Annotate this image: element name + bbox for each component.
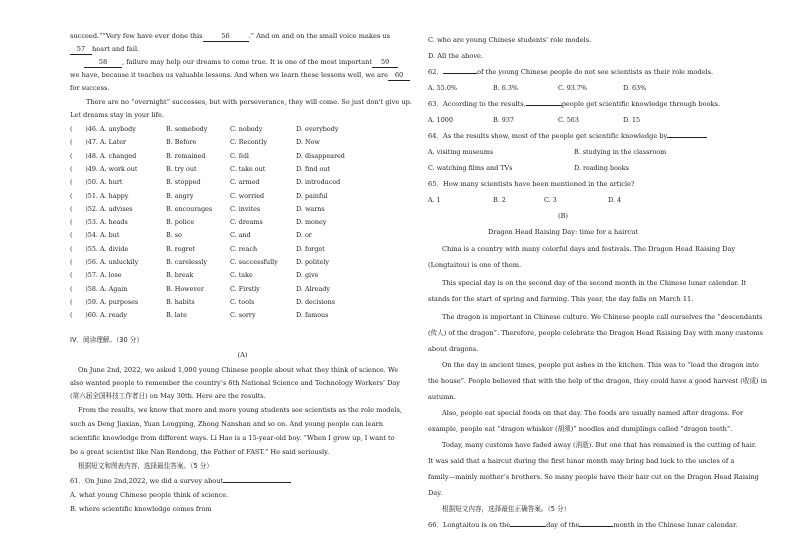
- answer-blank: [526, 105, 562, 106]
- option-d: D. politely: [296, 258, 329, 266]
- option-b: B. late: [166, 311, 187, 320]
- option-c: C. take: [230, 271, 253, 280]
- passage-line: China is a country with many colorful days and festivals. The Dragon Head Raising Day: [442, 245, 736, 253]
- option-a: ( )57. A. lose: [70, 271, 122, 280]
- option-c: C. sorry: [230, 311, 256, 320]
- text: of the young Chinese people do not see scientists as their role models.: [476, 68, 714, 76]
- option: D. 15: [623, 116, 641, 124]
- option-c: C. fell: [230, 151, 249, 160]
- passage-line: (传人) of the dragon”. Therefore, people celebrate the Dragon Head Raising Day with many customs: [428, 329, 763, 337]
- text: succeed.“”Very few have ever done this: [70, 32, 203, 40]
- passage-line: (Longtaitou) is one of them.: [428, 261, 522, 269]
- option: C. 563: [558, 116, 579, 124]
- passage-line: the house”. People believed that with the help of the dragon, they could have a good harvest (收成) in: [428, 377, 768, 385]
- text: heart and fail.: [92, 45, 140, 53]
- option: B. 937: [493, 116, 514, 124]
- blank-57: 57: [70, 45, 92, 55]
- text: 63．According to the results,: [428, 100, 526, 108]
- option-d: D. or: [296, 231, 312, 240]
- section-heading: IV．阅读理解。（30 分）: [70, 336, 143, 344]
- option: C. who are young Chinese students' role models.: [428, 36, 592, 44]
- option-a: ( )55. A. divide: [70, 244, 129, 253]
- option-a: ( )59. A. purposes: [70, 297, 139, 306]
- text: month in the Chinese lunar calendar.: [613, 521, 738, 529]
- option: A. what young Chinese people think of science.: [70, 491, 229, 499]
- passage-line: such as Deng Jiaxian, Yuan Longping, Zhong Nanshan and so on. And young people can learn: [70, 420, 383, 428]
- option-c: C. and: [230, 231, 251, 240]
- instruction: 根据短文和图表内容，选择最佳答案。（5 分）: [78, 462, 213, 470]
- option-b: B. stopped: [166, 178, 201, 187]
- option: A. 1: [428, 196, 441, 204]
- option: C. 93.7%: [558, 84, 588, 92]
- instruction: 根据短文内容，选择最佳正确答案。（5 分）: [442, 505, 571, 513]
- option: D. All the above.: [428, 52, 484, 60]
- option: C. 3: [544, 196, 557, 204]
- text: , failure may help our dreams to come true. It is one of the most important: [122, 58, 373, 66]
- cloze-line: [70, 45, 139, 55]
- option-b: B. angry: [166, 191, 194, 200]
- passage-line: Also, people eat special foods on that day. The foods are usually named after dragons. For: [442, 409, 744, 417]
- question-65: 65．How many scientists have been mentioned in the article?: [428, 180, 635, 188]
- passage-b-title: Dragon Head Raising Day: time for a haircut: [488, 228, 638, 236]
- option-c: C. tools: [230, 297, 255, 306]
- text: we have, because it teaches us valuable lessons. And when we learn these lessons well, we are: [70, 71, 389, 79]
- option-a: ( )56. A. unluckily: [70, 258, 139, 266]
- blank-56: 56: [203, 32, 249, 42]
- option-d: D. disappeared: [296, 151, 345, 160]
- answer-blank: [510, 526, 546, 527]
- option-a: ( )53. A. heads: [70, 218, 128, 227]
- answer-blank: [443, 73, 477, 74]
- option-a: ( )49. A. work out: [70, 164, 138, 173]
- passage-line: example, people eat “dragon whisker (胡须)” noodles and dumplings called “dragon teeth”.: [428, 425, 733, 433]
- option-d: D. everybody: [296, 125, 339, 133]
- option: D. reading books: [574, 164, 629, 172]
- text: 62．: [428, 68, 443, 76]
- option-c: C. dreams: [230, 218, 263, 227]
- option: B. studying in the classroom: [574, 148, 667, 156]
- blank-60: 60: [388, 71, 410, 81]
- option: A. 1000: [428, 116, 453, 124]
- passage-line: (第六届全国科技工作者日) on May 30th. Here are the results.: [70, 392, 266, 400]
- passage-line: also wanted people to remember the country’s 6th National Science and Technology Workers’ Day: [70, 379, 401, 387]
- passage-b-label: (B): [558, 212, 568, 220]
- option-a: ( )46. A. anybody: [70, 125, 136, 133]
- option-a: ( )48. A. changed: [70, 151, 137, 160]
- option: A. 55.0%: [428, 84, 457, 92]
- option-d: D. find out: [296, 164, 330, 173]
- passage-line: It was said that a haircut during the first lunar month may bring bad luck to the uncles of a: [428, 457, 735, 465]
- option-d: D. painful: [296, 191, 328, 200]
- option-a: ( )47. A. Later: [70, 138, 127, 147]
- option: A. visiting museums: [428, 148, 494, 156]
- text: .” And on and on the small voice makes us: [248, 32, 390, 40]
- cloze-line: [70, 71, 410, 81]
- option-d: D. decisions: [296, 297, 336, 306]
- option: B. 2: [493, 196, 506, 204]
- passage-line: This special day is on the second day of the second month in the Chinese lunar calendar. It: [442, 279, 747, 287]
- option-b: B. However: [166, 284, 204, 293]
- question-61: [70, 477, 291, 486]
- passage-line: The dragon is important in Chinese culture. We Chinese people call ourselves the “descendants: [442, 313, 763, 321]
- option-d: D. famous: [296, 311, 329, 320]
- text: 64．As the results show, most of the people get scientific knowledge by: [428, 132, 668, 140]
- passage-line: stands for the start of spring and farming. This year, the day falls on March 11.: [428, 295, 694, 303]
- passage-line: On June 2nd, 2022, we asked 1,000 young Chinese people about what they think of science. We: [78, 366, 399, 374]
- blank-59: 59: [372, 58, 398, 68]
- option-b: B. so: [166, 231, 182, 240]
- question-62: [428, 68, 713, 77]
- option-c: C. worried: [230, 191, 265, 200]
- passage-line: family—mainly mother’s brothers. So many people have their hair cut on the Dragon Head Raising: [428, 473, 759, 481]
- option-c: C. Recently: [230, 138, 268, 147]
- option-a: ( )50. A. hurt: [70, 178, 123, 187]
- option-b: B. police: [166, 218, 195, 227]
- answer-blank: [223, 482, 291, 483]
- option-d: D. warns: [296, 204, 325, 213]
- text: 66．Longtaitou is on the: [428, 521, 511, 529]
- text: people get scientific knowledge through books.: [561, 100, 721, 108]
- blank-58: 58: [84, 58, 122, 68]
- option-b: B. Before: [166, 138, 197, 147]
- answer-blank: [667, 137, 707, 138]
- text: day of the: [546, 521, 580, 529]
- option-b: B. habits: [166, 297, 195, 306]
- option-b: B. somebody: [166, 125, 208, 133]
- option-c: C. nobody: [230, 125, 263, 133]
- option: D. 63%: [623, 84, 647, 92]
- cloze-line: [70, 32, 390, 42]
- option-b: B. carelessly: [166, 258, 208, 266]
- option-c: C. armed: [230, 178, 260, 187]
- question-64: [428, 132, 707, 141]
- option: D. 4: [608, 196, 622, 204]
- option-c: C. take out: [230, 164, 266, 173]
- answer-blank: [579, 526, 613, 527]
- passage-line: autumn.: [428, 393, 456, 401]
- option-d: D. forget: [296, 244, 325, 253]
- passage-line: Day.: [428, 489, 443, 497]
- passage-line: be a great scientist like Nan Rendong, the Father of FAST.” He said seriously.: [70, 448, 330, 456]
- cloze-line: for success.: [70, 84, 110, 92]
- option-b: B. try out: [166, 164, 197, 173]
- option-c: C. Firstly: [230, 284, 260, 293]
- passage-line: From the results, we know that more and more young students see scientists as the role models,: [78, 406, 403, 414]
- option: C. watching films and TVs: [428, 164, 513, 172]
- cloze-line: There are no “overnight” successes, but with perseverance, they will come. So just don't give up.: [86, 98, 412, 106]
- option-a: ( )60. A. ready: [70, 311, 127, 320]
- cloze-line: Let dreams stay in your life.: [70, 111, 165, 119]
- option-a: ( )54. A. but: [70, 231, 120, 240]
- option-c: C. reach: [230, 244, 258, 253]
- option-d: D. Now: [296, 138, 320, 147]
- option: B. where scientific knowledge comes from: [70, 505, 212, 513]
- option-b: B. remained: [166, 151, 206, 160]
- option-c: C. successfully: [230, 258, 278, 266]
- passage-line: Today, many customs have faded away (消逝). But one that has remained is the cutting of hair.: [442, 441, 757, 449]
- passage-line: scientific knowledge from different ways. Li Hao is a 15-year-old boy. “When I grow up, I want to: [70, 434, 395, 442]
- option: B. 6.3%: [493, 84, 518, 92]
- option-b: B. break: [166, 271, 194, 280]
- cloze-line: [84, 58, 398, 68]
- passage-line: On the day in ancient times, people put ashes in the kitchen. This was to “lead the dragon into: [442, 361, 759, 369]
- option-a: ( )52. A. advises: [70, 204, 133, 213]
- option-d: D. Already: [296, 284, 330, 293]
- option-b: B. encourages: [166, 204, 213, 213]
- passage-line: about dragons.: [428, 345, 479, 353]
- option-a: ( )58. A. Again: [70, 284, 128, 293]
- option-d: D. introduced: [296, 178, 341, 187]
- text: 61．On June 2nd,2022, we did a survey about: [70, 477, 224, 485]
- passage-a-label: (A): [237, 351, 248, 359]
- option-d: D. give: [296, 271, 319, 280]
- option-d: D. money: [296, 218, 327, 227]
- question-66: [428, 521, 738, 530]
- option-c: C. invites: [230, 204, 261, 213]
- option-b: B. regret: [166, 244, 196, 253]
- option-a: ( )51. A. happy: [70, 191, 129, 200]
- question-63: [428, 100, 720, 109]
